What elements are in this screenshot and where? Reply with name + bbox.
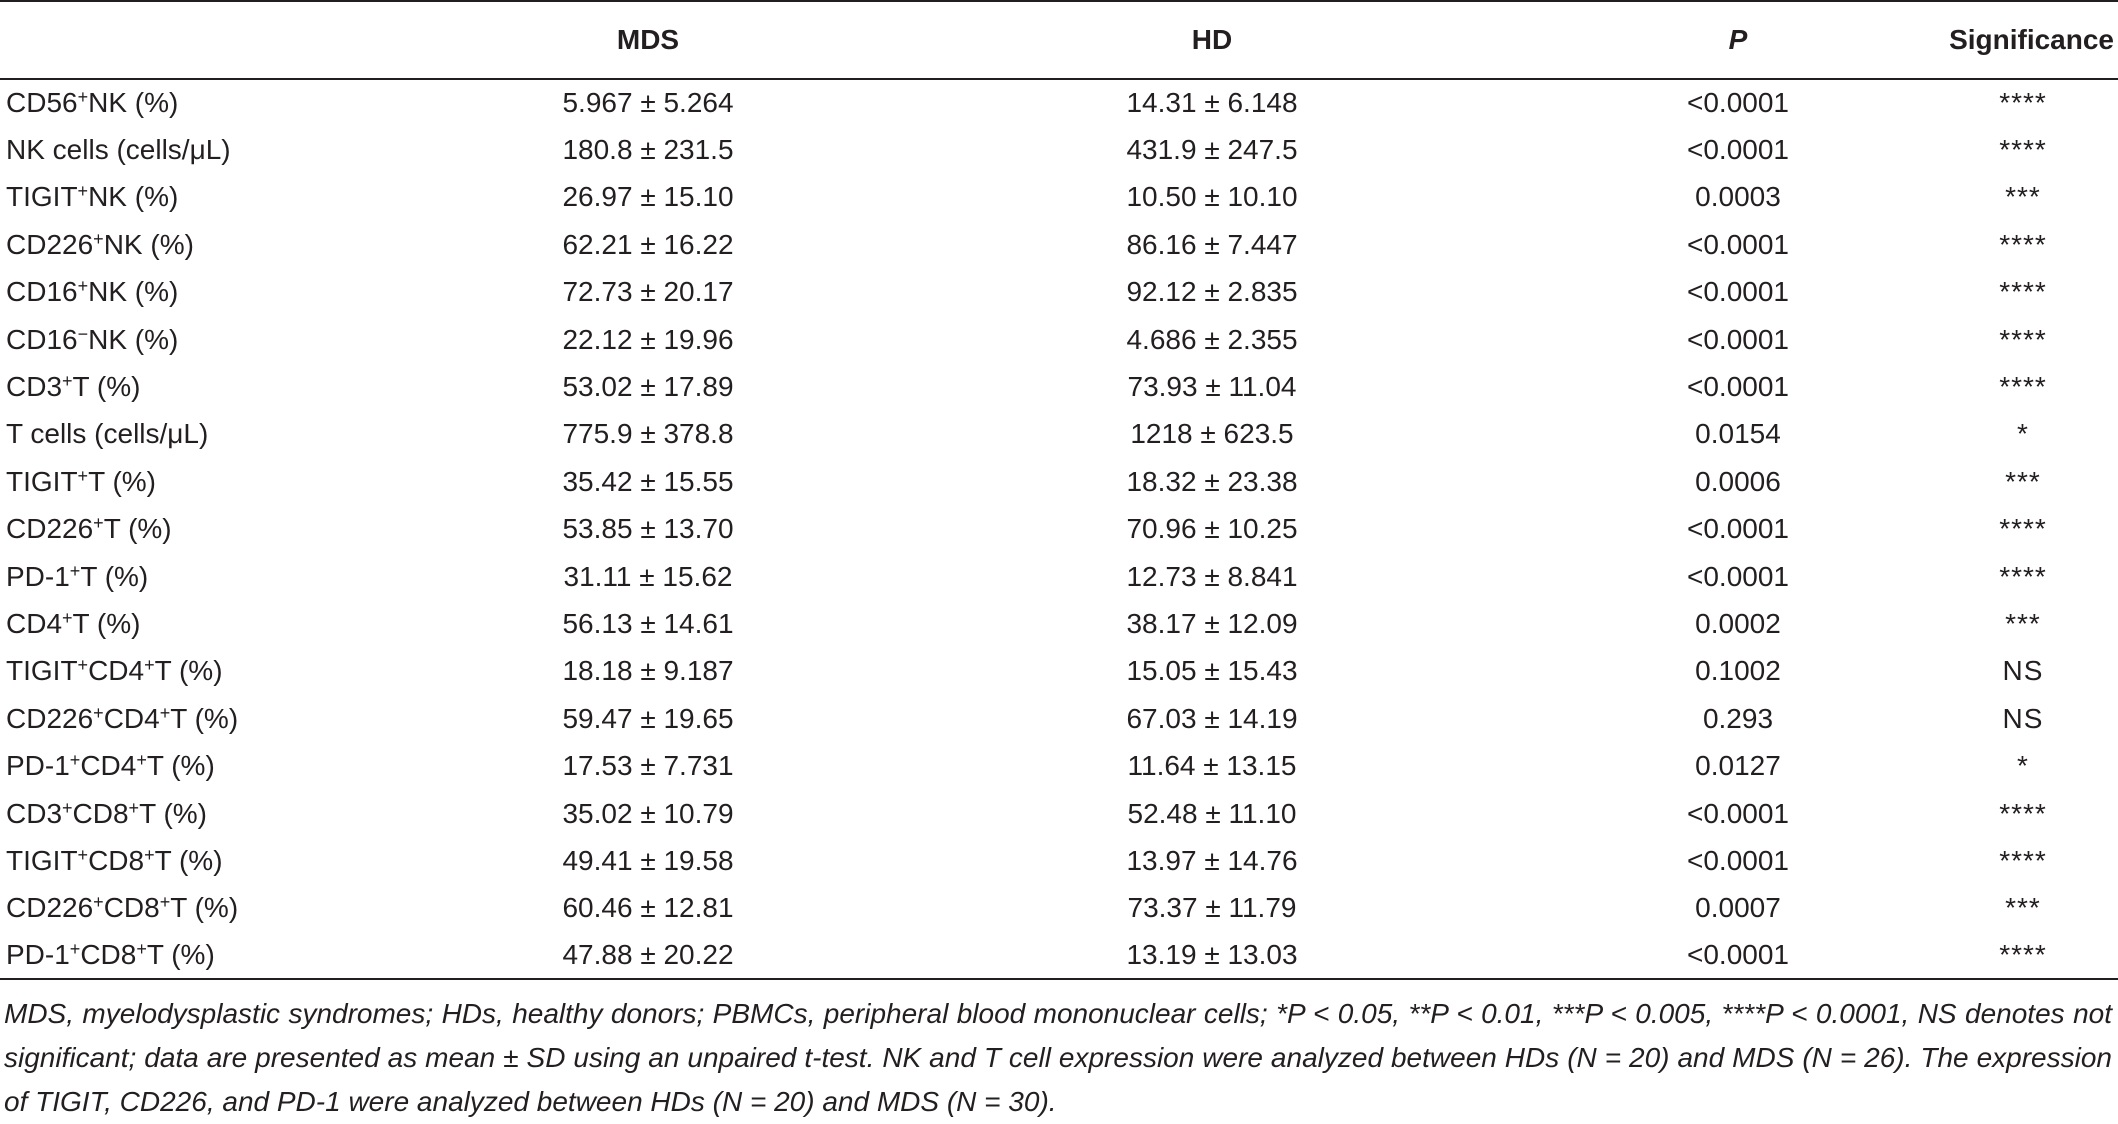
label-text: CD226 xyxy=(6,513,94,545)
significance-value: *** xyxy=(2005,465,2041,497)
label-superscript: + xyxy=(77,87,89,108)
row-label xyxy=(0,316,460,363)
label-text: CD3 xyxy=(6,371,63,403)
label-superscript: + xyxy=(77,844,89,865)
row-label xyxy=(0,742,460,789)
row-label xyxy=(0,790,460,837)
mds-value: 22.12 ± 19.96 xyxy=(562,323,734,355)
significance-value: **** xyxy=(1999,134,2047,166)
p-value: 0.0006 xyxy=(1695,465,1781,497)
header-mds: MDS xyxy=(460,1,836,79)
significance-value: **** xyxy=(1888,932,2118,979)
label-text: T (%) xyxy=(170,702,239,734)
significance-value: *** xyxy=(2005,607,2041,639)
p-value: <0.0001 xyxy=(1687,797,1789,829)
label-text: NK (%) xyxy=(88,87,179,119)
significance-value: NS xyxy=(2002,655,2044,687)
hd-value: 73.37 ± 11.79 xyxy=(1127,892,1297,924)
hd-value: 4.686 ± 2.355 xyxy=(1126,323,1298,355)
label-superscript: − xyxy=(77,323,89,344)
label-text: CD8 xyxy=(80,939,137,971)
row-label xyxy=(0,695,460,742)
label-superscript: + xyxy=(144,655,155,676)
row-label xyxy=(0,885,460,932)
header-hd: HD xyxy=(836,1,1588,79)
label-superscript: + xyxy=(62,607,73,628)
significance-value: **** xyxy=(1999,323,2047,355)
mds-value: 60.46 ± 12.81 xyxy=(562,892,734,924)
label-text: NK (%) xyxy=(88,181,179,213)
hd-value: 14.31 ± 6.148 xyxy=(1126,87,1298,119)
mds-value: 49.41 ± 19.58 xyxy=(562,844,734,876)
label-superscript: + xyxy=(93,228,104,249)
table-row xyxy=(0,458,2118,505)
table-row xyxy=(0,837,2118,884)
label-superscript: + xyxy=(93,892,104,913)
p-value: <0.0001 xyxy=(1687,276,1789,308)
label-text: NK cells (cells/μL) xyxy=(6,134,231,166)
label-text: NK (%) xyxy=(103,228,194,260)
hd-value: 1218 ± 623.5 xyxy=(1130,418,1294,450)
p-value: 0.0007 xyxy=(1695,892,1781,924)
mds-value: 72.73 ± 20.17 xyxy=(562,276,734,308)
label-superscript: + xyxy=(136,750,147,771)
p-value: <0.0001 xyxy=(1687,844,1789,876)
table-row xyxy=(0,126,2118,173)
table-row xyxy=(0,506,2118,553)
label-text: T (%) xyxy=(146,939,215,971)
significance-value: * xyxy=(2017,418,2029,450)
mds-value: 35.02 ± 10.79 xyxy=(562,797,734,829)
table-row xyxy=(0,932,2118,979)
p-value: 0.0154 xyxy=(1695,418,1781,450)
row-label xyxy=(0,600,460,647)
table-row xyxy=(0,269,2118,316)
table-row xyxy=(0,790,2118,837)
label-text: CD4 xyxy=(6,607,63,639)
row-label xyxy=(0,837,460,884)
mds-value: 26.97 ± 15.10 xyxy=(562,181,734,213)
label-text: T (%) xyxy=(139,797,207,829)
label-superscript: + xyxy=(62,797,73,818)
hd-value: 18.32 ± 23.38 xyxy=(1126,465,1298,497)
p-value: 0.1002 xyxy=(1695,655,1781,687)
label-text: T (%) xyxy=(146,750,215,782)
hd-value: 73.93 ± 11.04 xyxy=(1127,371,1297,403)
table-row xyxy=(0,174,2118,221)
table-row xyxy=(0,648,2118,695)
label-superscript: + xyxy=(77,276,89,297)
mds-value: 56.13 ± 14.61 xyxy=(562,607,734,639)
mds-value: 53.02 ± 17.89 xyxy=(562,371,734,403)
hd-value: 11.64 ± 13.15 xyxy=(1127,750,1297,782)
label-text: T (%) xyxy=(72,371,141,403)
table-body xyxy=(0,79,2118,979)
label-text: T (%) xyxy=(154,655,223,687)
hd-value: 12.73 ± 8.841 xyxy=(1126,560,1298,592)
label-text: CD16 xyxy=(6,276,78,308)
label-text: CD226 xyxy=(6,228,94,260)
table-row xyxy=(0,553,2118,600)
table-row xyxy=(0,695,2118,742)
hd-value: 38.17 ± 12.09 xyxy=(1126,607,1298,639)
p-value: <0.0001 xyxy=(1687,228,1789,260)
mds-value: 47.88 ± 20.22 xyxy=(460,932,836,979)
mds-value: 59.47 ± 19.65 xyxy=(562,702,734,734)
p-value: <0.0001 xyxy=(1687,87,1789,119)
label-text: T (%) xyxy=(80,560,149,592)
table-row xyxy=(0,742,2118,789)
label-superscript: + xyxy=(93,702,104,723)
significance-value: * xyxy=(2017,750,2029,782)
label-superscript: + xyxy=(77,655,89,676)
label-superscript: + xyxy=(69,750,81,771)
hd-value: 13.19 ± 13.03 xyxy=(836,932,1588,979)
significance-value: *** xyxy=(2005,892,2041,924)
label-superscript: + xyxy=(128,797,140,818)
significance-value: **** xyxy=(1999,276,2047,308)
p-value: <0.0001 xyxy=(1687,134,1789,166)
p-value: 0.0003 xyxy=(1695,181,1781,213)
p-value: 0.0127 xyxy=(1695,750,1781,782)
label-superscript: + xyxy=(136,939,147,960)
hd-value: 70.96 ± 10.25 xyxy=(1126,513,1298,545)
label-text: NK (%) xyxy=(88,276,179,308)
table-row xyxy=(0,221,2118,268)
table-row xyxy=(0,885,2118,932)
label-text: PD-1 xyxy=(6,750,70,782)
table-row xyxy=(0,363,2118,410)
label-text: T (%) xyxy=(88,465,156,497)
label-text: T (%) xyxy=(103,513,172,545)
label-superscript: + xyxy=(93,513,104,534)
significance-value: **** xyxy=(1999,513,2047,545)
table-row xyxy=(0,411,2118,458)
row-label xyxy=(0,458,460,505)
label-text: T cells (cells/μL) xyxy=(6,418,209,450)
row-label xyxy=(0,553,460,600)
label-text: CD226 xyxy=(6,892,94,924)
hd-value: 67.03 ± 14.19 xyxy=(1126,702,1298,734)
p-value: <0.0001 xyxy=(1687,560,1789,592)
row-label xyxy=(0,648,460,695)
label-text: T (%) xyxy=(72,607,141,639)
hd-value: 15.05 ± 15.43 xyxy=(1126,655,1298,687)
header-p-value: P xyxy=(1588,1,1888,79)
label-superscript: + xyxy=(159,702,171,723)
label-text: TIGIT xyxy=(6,181,78,213)
label-superscript: + xyxy=(62,371,73,392)
label-superscript: + xyxy=(159,892,171,913)
label-text: TIGIT xyxy=(6,844,78,876)
row-label xyxy=(0,221,460,268)
label-superscript: + xyxy=(69,560,81,581)
hd-value: 86.16 ± 7.447 xyxy=(1126,228,1298,260)
label-text: CD226 xyxy=(6,702,94,734)
row-label xyxy=(0,363,460,410)
label-text: CD56 xyxy=(6,87,78,119)
p-value: <0.0001 xyxy=(1588,932,1888,979)
hd-value: 92.12 ± 2.835 xyxy=(1126,276,1298,308)
label-text: CD4 xyxy=(80,750,137,782)
table-row xyxy=(0,316,2118,363)
mds-value: 18.18 ± 9.187 xyxy=(562,655,734,687)
row-label xyxy=(0,79,460,126)
significance-value: **** xyxy=(1999,797,2047,829)
table-footnote: MDS, myelodysplastic syndromes; HDs, healthy donors; PBMCs, peripheral blood mononuclear cells; *P < 0.05, **P < 0.01, ***P < 0.005, ****P < 0.0001, NS denotes not significant; data are presented as mean ± SD using an unpaired t-test. NK and T cell expression were analyzed between HDs (N = 20) and MDS (N = 26). The expression of TIGIT, CD226, and PD-1 were analyzed between HDs (N = 20) and MDS (N = 30). xyxy=(4,998,2112,1117)
mds-value: 31.11 ± 15.62 xyxy=(563,560,733,592)
label-text: NK (%) xyxy=(88,323,179,355)
row-label xyxy=(0,932,460,979)
mds-value: 62.21 ± 16.22 xyxy=(562,228,734,260)
label-text: TIGIT xyxy=(6,465,78,497)
label-text: CD8 xyxy=(72,797,129,829)
label-text: CD3 xyxy=(6,797,63,829)
hd-value: 10.50 ± 10.10 xyxy=(1126,181,1298,213)
row-label xyxy=(0,174,460,221)
label-text: CD16 xyxy=(6,323,78,355)
label-text: PD-1 xyxy=(6,560,70,592)
header-significance: Significance xyxy=(1888,1,2118,79)
mds-value: 53.85 ± 13.70 xyxy=(562,513,734,545)
label-text: TIGIT xyxy=(6,655,78,687)
label-text: T (%) xyxy=(170,892,239,924)
label-superscript: + xyxy=(69,939,81,960)
row-label xyxy=(0,126,460,173)
significance-value: **** xyxy=(1999,560,2047,592)
p-value: <0.0001 xyxy=(1687,371,1789,403)
label-text: CD4 xyxy=(103,702,160,734)
label-text: T (%) xyxy=(154,844,223,876)
p-value: 0.293 xyxy=(1702,702,1774,734)
row-label xyxy=(0,506,460,553)
mds-value: 180.8 ± 231.5 xyxy=(562,134,734,166)
significance-value: **** xyxy=(1999,371,2047,403)
row-label xyxy=(0,269,460,316)
label-text: CD8 xyxy=(88,844,145,876)
significance-value: **** xyxy=(1999,87,2047,119)
hd-value: 52.48 ± 11.10 xyxy=(1127,797,1297,829)
p-value: 0.0002 xyxy=(1695,607,1781,639)
mds-value: 17.53 ± 7.731 xyxy=(562,750,734,782)
label-text: PD-1 xyxy=(6,939,70,971)
hd-value: 431.9 ± 247.5 xyxy=(1126,134,1298,166)
table-row xyxy=(0,600,2118,647)
row-label xyxy=(0,411,460,458)
p-value: <0.0001 xyxy=(1687,323,1789,355)
label-superscript: + xyxy=(77,465,89,486)
significance-value: *** xyxy=(2005,181,2041,213)
mds-value: 775.9 ± 378.8 xyxy=(562,418,734,450)
label-superscript: + xyxy=(144,844,155,865)
mds-value: 5.967 ± 5.264 xyxy=(562,87,734,119)
significance-value: **** xyxy=(1999,844,2047,876)
significance-value: NS xyxy=(2002,702,2044,734)
table-row xyxy=(0,79,2118,126)
label-text: CD4 xyxy=(88,655,145,687)
significance-value: **** xyxy=(1999,228,2047,260)
label-superscript: + xyxy=(77,181,89,202)
p-value: <0.0001 xyxy=(1687,513,1789,545)
hd-value: 13.97 ± 14.76 xyxy=(1126,844,1298,876)
header-label xyxy=(0,1,460,79)
label-text: CD8 xyxy=(103,892,160,924)
header-row xyxy=(0,1,2118,79)
mds-value: 35.42 ± 15.55 xyxy=(562,465,734,497)
